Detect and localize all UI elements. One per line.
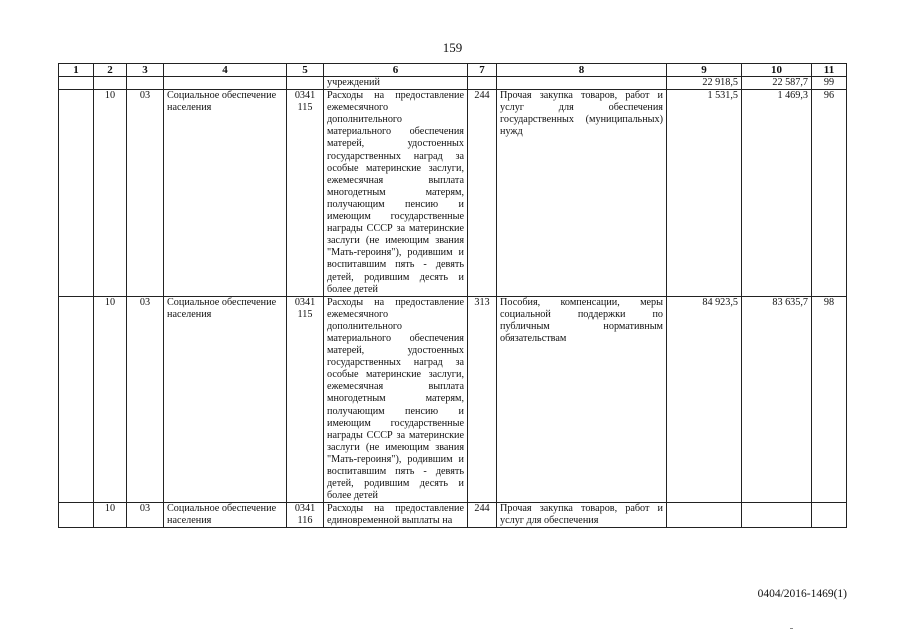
document-code: 0404/2016-1469(1) xyxy=(757,588,847,600)
cell-subsection: 03 xyxy=(127,296,164,503)
cell-expense-type-name: Пособия, компенсации, меры социальной поддержки по публичным нормативным обязательствам xyxy=(497,296,667,503)
cell-target-code: 0341 115 xyxy=(287,296,324,503)
cell-section: 10 xyxy=(94,90,127,297)
cell-subsection-name: Социальное обеспечение населения xyxy=(164,90,287,297)
cell-percent xyxy=(812,503,847,528)
cell-target-code: 0341 116 xyxy=(287,503,324,528)
table-row xyxy=(59,90,847,297)
cell-executed: 1 469,3 xyxy=(742,90,812,297)
page-number: 159 xyxy=(442,40,463,55)
header-col-2: 2 xyxy=(94,64,127,77)
header-col-4: 4 xyxy=(164,64,287,77)
header-col-6: 6 xyxy=(324,64,468,77)
cell-planned: 22 918,5 xyxy=(667,77,742,90)
header-col-9: 9 xyxy=(667,64,742,77)
table-row xyxy=(59,296,847,503)
cell-expense-type-name: Прочая закупка товаров, работ и услуг для обеспечения государственных (муниципальных) нужд xyxy=(497,90,667,297)
header-col-10: 10 xyxy=(742,64,812,77)
cell-planned xyxy=(667,503,742,528)
header-row xyxy=(59,64,847,77)
cell-expense-name: учреждений xyxy=(324,77,468,90)
cell-executed xyxy=(742,503,812,528)
header-col-11: 11 xyxy=(812,64,847,77)
cell-planned: 1 531,5 xyxy=(667,90,742,297)
header-col-8: 8 xyxy=(497,64,667,77)
scan-artifact xyxy=(790,628,793,629)
cell-expense-type-code: 244 xyxy=(468,503,497,528)
cell-target-code: 0341 115 xyxy=(287,90,324,297)
header-col-1: 1 xyxy=(59,64,94,77)
cell-percent: 99 xyxy=(812,77,847,90)
cell-executed: 83 635,7 xyxy=(742,296,812,503)
cell-expense-name: Расходы на предоставление единовременной выплаты на xyxy=(324,503,468,528)
cell-expense-type-code: 313 xyxy=(468,296,497,503)
cell-section: 10 xyxy=(94,296,127,503)
header-col-3: 3 xyxy=(127,64,164,77)
header-col-7: 7 xyxy=(468,64,497,77)
cell-expense-name: Расходы на предоставление ежемесячного дополнительного материального обеспечения матерей, удостоенных государственных наград за особые материнские заслуги, ежемесячная выплата многодетным матерям, получающим пенсию и имеющим государственные награды СССР за материнские заслуги (не имеющим звания "Мать-героиня"), родившим и воспитавшим пять - девять детей, родившим десять и более детей xyxy=(324,296,468,503)
cell-percent: 98 xyxy=(812,296,847,503)
budget-table xyxy=(58,63,847,528)
cell-subsection: 03 xyxy=(127,90,164,297)
cell-expense-type-code: 244 xyxy=(468,90,497,297)
cell-executed: 22 587,7 xyxy=(742,77,812,90)
cell-subsection-name: Социальное обеспечение населения xyxy=(164,296,287,503)
header-col-5: 5 xyxy=(287,64,324,77)
cell-expense-type-name: Прочая закупка товаров, работ и услуг для обеспечения xyxy=(497,503,667,528)
table-row xyxy=(59,503,847,528)
cell-expense-name: Расходы на предоставление ежемесячного дополнительного материального обеспечения матерей, удостоенных государственных наград за особые материнские заслуги, ежемесячная выплата многодетным матерям, получающим пенсию и имеющим государственные награды СССР за материнские заслуги (не имеющим звания "Мать-героиня"), родившим и воспитавшим пять - девять детей, родившим десять и более детей xyxy=(324,90,468,297)
cell-percent: 96 xyxy=(812,90,847,297)
cell-planned: 84 923,5 xyxy=(667,296,742,503)
table-row-continuation xyxy=(59,77,847,90)
cell-subsection-name: Социальное обеспечение населения xyxy=(164,503,287,528)
cell-section: 10 xyxy=(94,503,127,528)
cell-subsection: 03 xyxy=(127,503,164,528)
